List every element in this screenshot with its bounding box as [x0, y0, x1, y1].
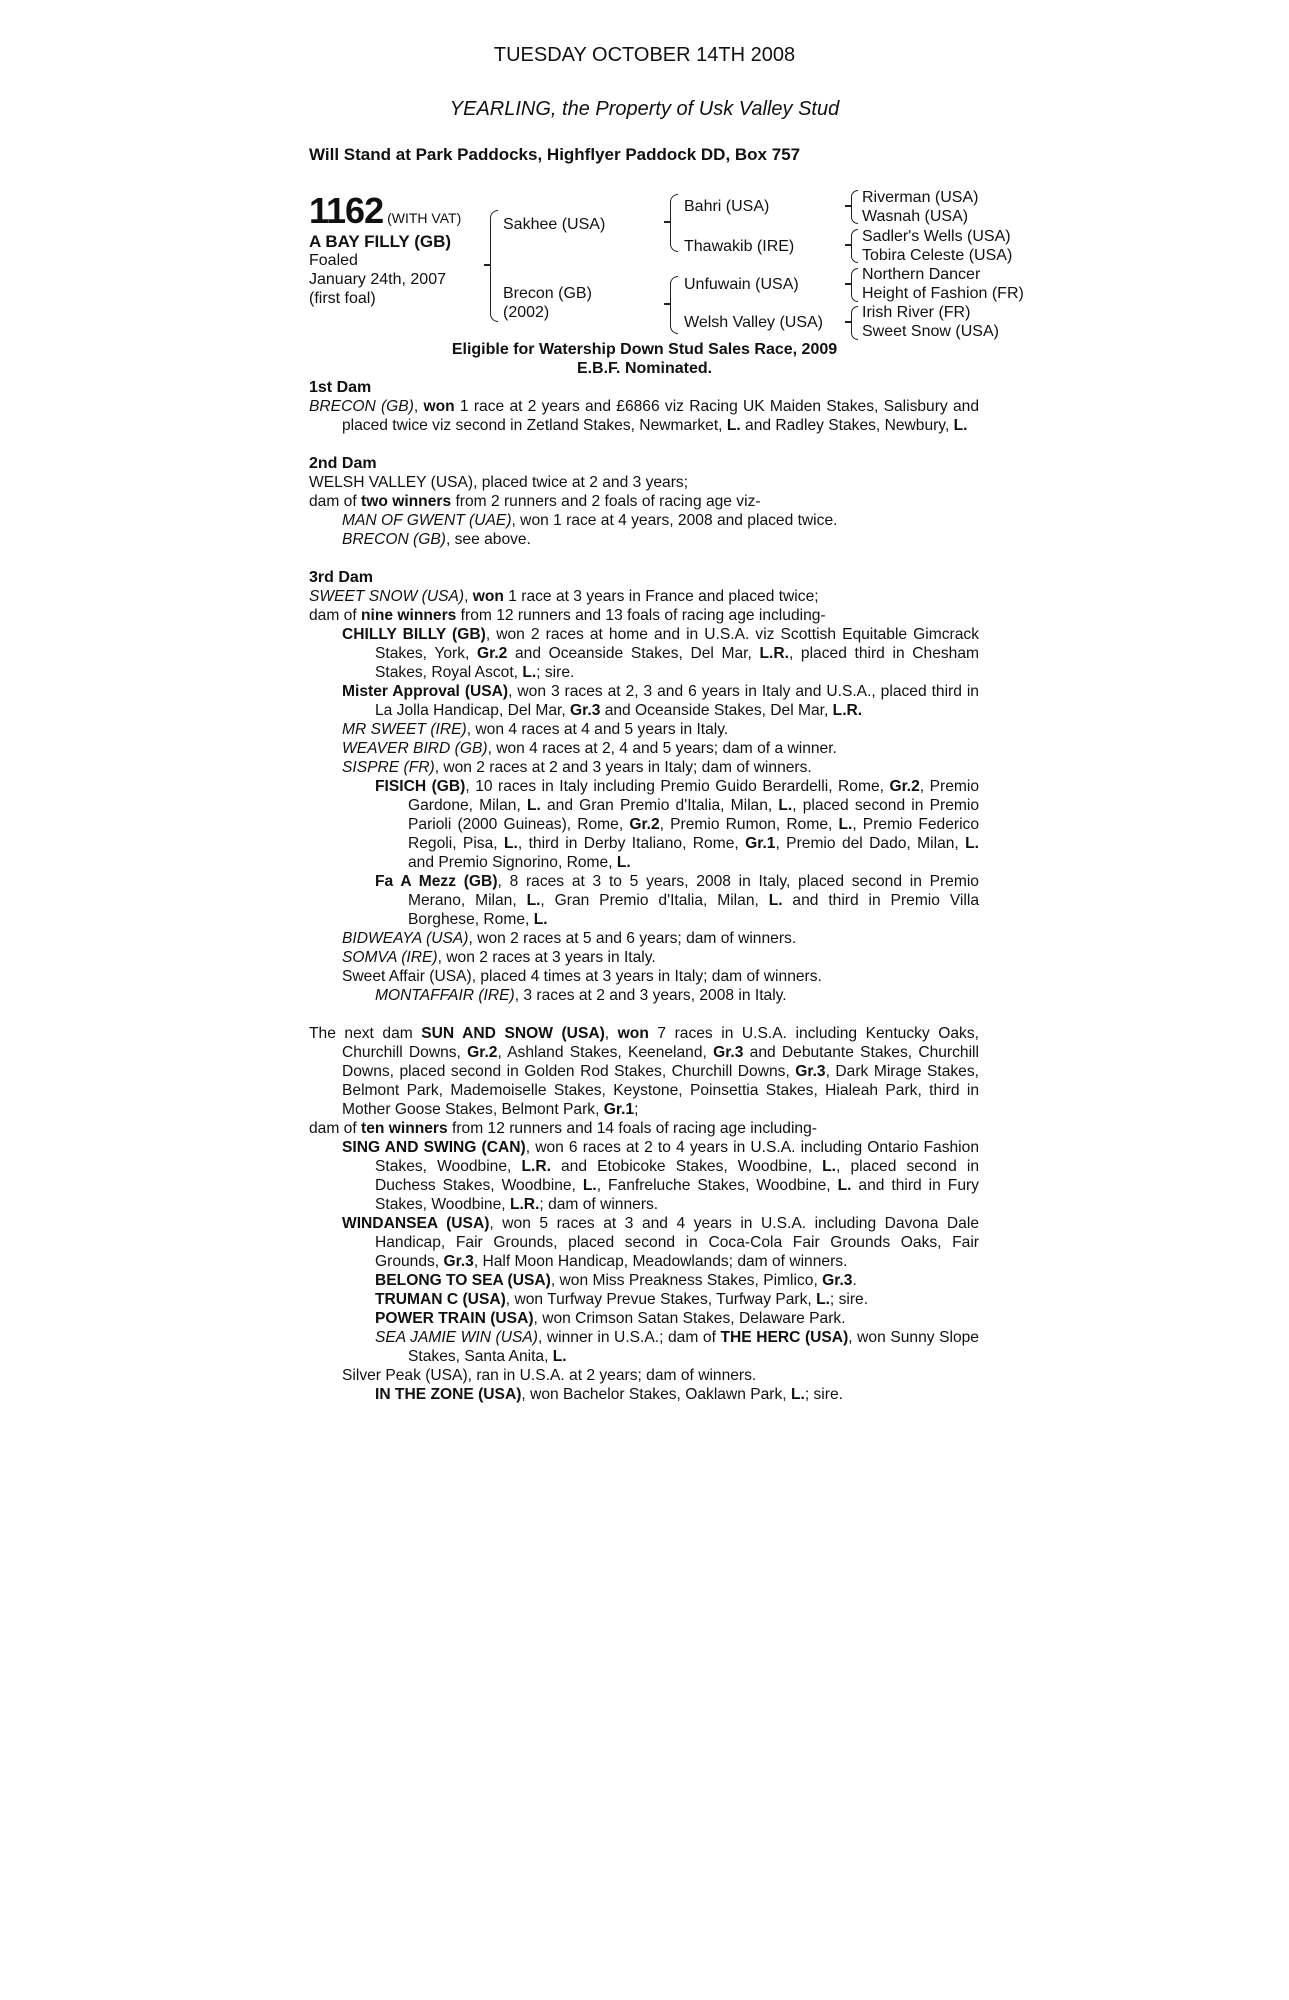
- sire: Sakhee (USA): [503, 216, 606, 233]
- pedigree-bracket-tip: [664, 221, 670, 223]
- third-dam-produce-summary: dam of nine winners from 12 runners and 13 foals of racing age including-: [309, 607, 826, 624]
- third-dam-heading: 3rd Dam: [309, 569, 374, 586]
- ebf-line: E.B.F. Nominated.: [576, 360, 713, 377]
- produce-entry: WINDANSEA (USA), won 5 races at 3 and 4 years in U.S.A. including Davona Dale Handicap, Fair Grounds, placed second in Coca-Cola Fair Grounds Oaks, Fair Grounds, Gr.3, Half Moon Handicap, Meadowlands; dam of winners.: [342, 1215, 979, 1270]
- pedigree-bracket: [490, 210, 498, 322]
- vat-note: (WITH VAT): [387, 210, 462, 226]
- dam: Brecon (GB): [503, 285, 592, 302]
- produce-entry: SOMVA (IRE), won 2 races at 3 years in Italy.: [342, 949, 656, 966]
- next-dam-entry: The next dam SUN AND SNOW (USA), won 7 races in U.S.A. including Kentucky Oaks, Churchill Downs, Gr.2, Ashland Stakes, Keeneland, Gr.3 and Debutante Stakes, Churchill Downs, placed second in Golden Rod Stakes, Churchill Downs, Gr.3, Dark Mirage Stakes, Belmont Park, Mademoiselle Stakes, Keystone, Poinsettia Stakes, Hialeah Park, third in Mother Goose Stakes, Belmont Park, Gr.1;: [309, 1025, 979, 1118]
- grand-produce-entry: POWER TRAIN (USA), won Crimson Satan Stakes, Delaware Park.: [375, 1310, 846, 1327]
- produce-entry: BRECON (GB), see above.: [342, 531, 531, 548]
- ancestor-3: Sadler's Wells (USA): [862, 228, 1011, 245]
- second-dam-produce-summary: dam of two winners from 2 runners and 2 foals of racing age viz-: [309, 493, 761, 510]
- ancestor-6: Height of Fashion (FR): [862, 285, 1024, 302]
- first-dam-heading: 1st Dam: [309, 379, 372, 396]
- pedigree-bracket: [851, 268, 858, 302]
- grand-produce-entry: IN THE ZONE (USA), won Bachelor Stakes, Oaklawn Park, L.; sire.: [375, 1386, 843, 1403]
- foaled-label: Foaled: [309, 252, 358, 269]
- pedigree-bracket-tip: [845, 283, 851, 285]
- lot-number: 1162: [309, 190, 384, 231]
- ancestor-8: Sweet Snow (USA): [862, 323, 999, 340]
- grand-produce-entry: MONTAFFAIR (IRE), 3 races at 2 and 3 years, 2008 in Italy.: [375, 987, 787, 1004]
- grand-produce-entry: FISICH (GB), 10 races in Italy including Premio Guido Berardelli, Rome, Gr.2, Premio Gardone, Milan, L. and Gran Premio d'Italia, Milan, L., placed second in Premio Parioli (2000 Guineas), Rome, Gr.2, Premio Rumon, Rome, L., Premio Federico Regoli, Pisa, L., third in Derby Italiano, Rome, Gr.1, Premio del Dado, Milan, L. and Premio Signorino, Rome, L.: [375, 778, 980, 871]
- dam-sire: Unfuwain (USA): [684, 276, 799, 293]
- sale-date: TUESDAY OCTOBER 14TH 2008: [493, 44, 796, 66]
- ancestor-5: Northern Dancer: [862, 266, 981, 283]
- ancestor-2: Wasnah (USA): [862, 208, 969, 225]
- produce-entry: MR SWEET (IRE), won 4 races at 4 and 5 years in Italy.: [342, 721, 729, 738]
- pedigree-bracket: [851, 229, 858, 263]
- pedigree-bracket: [670, 194, 678, 252]
- lot-number-line: [309, 190, 494, 232]
- produce-entry: SISPRE (FR), won 2 races at 2 and 3 years in Italy; dam of winners.: [342, 759, 812, 776]
- produce-entry: Silver Peak (USA), ran in U.S.A. at 2 years; dam of winners.: [342, 1367, 757, 1384]
- sire-dam: Thawakib (IRE): [684, 238, 795, 255]
- produce-entry: BIDWEAYA (USA), won 2 races at 5 and 6 years; dam of winners.: [342, 930, 797, 947]
- produce-entry: WEAVER BIRD (GB), won 4 races at 2, 4 and 5 years; dam of a winner.: [342, 740, 837, 757]
- pedigree-bracket-tip: [845, 321, 851, 323]
- vendor-subtitle: YEARLING, the Property of Usk Valley Stud: [449, 98, 840, 120]
- next-dam-produce-summary: dam of ten winners from 12 runners and 14 foals of racing age including-: [309, 1120, 817, 1137]
- ancestor-4: Tobira Celeste (USA): [862, 247, 1013, 264]
- grand-produce-entry: Fa A Mezz (GB), 8 races at 3 to 5 years, 2008 in Italy, placed second in Premio Merano, Milan, L., Gran Premio d'Italia, Milan, L. and third in Premio Villa Borghese, Rome, L.: [375, 873, 980, 928]
- pedigree-bracket-tip: [845, 244, 851, 246]
- produce-entry: Mister Approval (USA), won 3 races at 2, 3 and 6 years in Italy and U.S.A., placed third in La Jolla Handicap, Del Mar, Gr.3 and Oceanside Stakes, Del Mar, L.R.: [342, 683, 979, 719]
- pedigree-bracket-tip: [664, 303, 670, 305]
- pedigree-bracket: [670, 276, 678, 334]
- grand-produce-entry: SEA JAMIE WIN (USA), winner in U.S.A.; dam of THE HERC (USA), won Sunny Slope Stakes, Santa Anita, L.: [375, 1329, 979, 1365]
- ancestor-7: Irish River (FR): [862, 304, 971, 321]
- second-dam-entry: WELSH VALLEY (USA), placed twice at 2 and 3 years;: [309, 474, 689, 491]
- foaled-date: January 24th, 2007: [309, 271, 446, 288]
- pedigree-bracket: [851, 306, 858, 340]
- dam-dam: Welsh Valley (USA): [684, 314, 823, 331]
- lot-block: [309, 190, 494, 308]
- sire-sire: Bahri (USA): [684, 198, 770, 215]
- foal-note: (first foal): [309, 290, 376, 307]
- produce-entry: CHILLY BILLY (GB), won 2 races at home and in U.S.A. viz Scottish Equitable Gimcrack Stakes, York, Gr.2 and Oceanside Stakes, Del Mar, L.R., placed third in Chesham Stakes, Royal Ascot, L.; sire.: [342, 626, 980, 681]
- grand-produce-entry: BELONG TO SEA (USA), won Miss Preakness Stakes, Pimlico, Gr.3.: [375, 1272, 857, 1289]
- pedigree-bracket-tip: [845, 205, 851, 207]
- second-dam-heading: 2nd Dam: [309, 455, 377, 472]
- third-dam-entry: SWEET SNOW (USA), won 1 race at 3 years in France and placed twice;: [309, 588, 819, 605]
- pedigree-bracket-tip: [484, 264, 490, 266]
- produce-entry: Sweet Affair (USA), placed 4 times at 3 years in Italy; dam of winners.: [342, 968, 822, 985]
- produce-entry: MAN OF GWENT (UAE), won 1 race at 4 years, 2008 and placed twice.: [342, 512, 838, 529]
- eligibility-line: Eligible for Watership Down Stud Sales Race, 2009: [451, 341, 838, 358]
- stand-location: Will Stand at Park Paddocks, Highflyer Paddock DD, Box 757: [309, 145, 801, 164]
- pedigree-bracket: [851, 190, 858, 224]
- produce-entry: SING AND SWING (CAN), won 6 races at 2 to 4 years in U.S.A. including Ontario Fashion Stakes, Woodbine, L.R. and Etobicoke Stakes, Woodbine, L., placed second in Duchess Stakes, Woodbine, L., Fanfreluche Stakes, Woodbine, L. and third in Fury Stakes, Woodbine, L.R.; dam of winners.: [342, 1139, 979, 1213]
- dam-year: (2002): [503, 304, 550, 321]
- produce-record: [309, 378, 979, 1404]
- lot-name: A BAY FILLY (GB): [309, 232, 452, 251]
- ancestor-1: Riverman (USA): [862, 189, 979, 206]
- grand-produce-entry: TRUMAN C (USA), won Turfway Prevue Stakes, Turfway Park, L.; sire.: [375, 1291, 869, 1308]
- first-dam-entry: BRECON (GB), won 1 race at 2 years and £6866 viz Racing UK Maiden Stakes, Salisbury and placed twice viz second in Zetland Stakes, Newmarket, L. and Radley Stakes, Newbury, L.: [309, 398, 979, 434]
